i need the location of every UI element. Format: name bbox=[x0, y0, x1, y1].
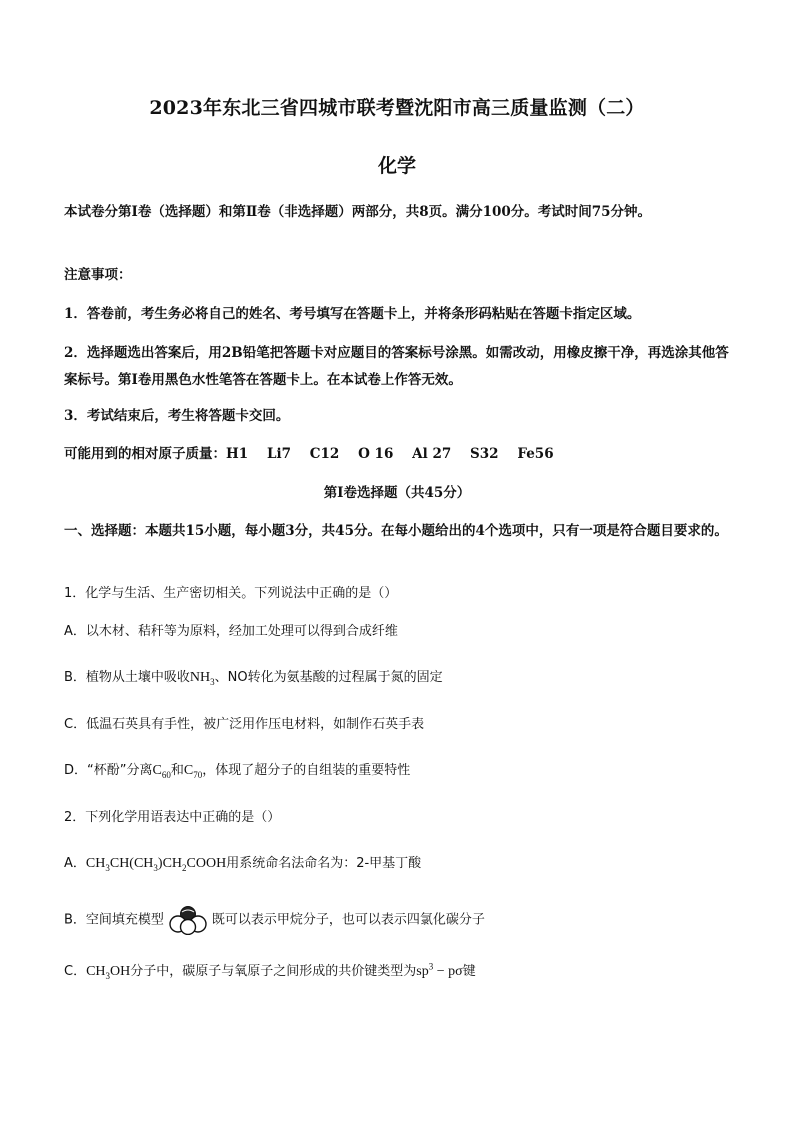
formula-superscript: 3 bbox=[428, 961, 434, 972]
formula-subscript: 3 bbox=[210, 676, 215, 687]
notice-heading: 注意事项： bbox=[64, 267, 132, 283]
formula-subscript: 2 bbox=[182, 862, 187, 873]
question-1-stem: 1．化学与生活、生产密切相关。下列说法中正确的是（） bbox=[64, 586, 398, 601]
formula-text: OH bbox=[110, 964, 131, 979]
option-d-suffix: ，体现了超分子的自组装的重要特性 bbox=[202, 763, 411, 778]
question-2-option-b bbox=[64, 905, 485, 935]
formula-text: C bbox=[152, 763, 162, 778]
formula-subscript: 60 bbox=[161, 769, 171, 780]
question-2-stem: 2．下列化学用语表达中正确的是（） bbox=[64, 810, 281, 825]
option-a-suffix: 用系统命名法命名为：2-甲基丁酸 bbox=[226, 856, 422, 871]
formula-subscript: 3 bbox=[153, 862, 158, 873]
formula-text: CH bbox=[85, 856, 106, 871]
subject-title: 化学 bbox=[377, 155, 416, 177]
formula-text: CH(CH bbox=[109, 856, 154, 871]
formula-methanol bbox=[86, 964, 130, 979]
formula-text: CH bbox=[86, 964, 106, 979]
option-b-prefix: B．空间填充模型 bbox=[64, 912, 164, 928]
option-b-suffix: 既可以表示甲烷分子，也可以表示四氯化碳分子 bbox=[211, 912, 485, 928]
formula-subscript: 70 bbox=[193, 769, 203, 780]
exam-title: 2023年东北三省四城市联考暨沈阳市高三质量监测（二） bbox=[149, 97, 645, 119]
question-1-option-c: C．低温石英具有手性，被广泛用作压电材料，如制作石英手表 bbox=[64, 717, 425, 732]
intro-text: 本试卷分第Ⅰ卷（选择题）和第Ⅱ卷（非选择题）两部分，共8页。满分100分。考试时间75分钟。 bbox=[64, 204, 652, 220]
section-title: 第Ⅰ卷选择题（共45分） bbox=[323, 485, 471, 501]
formula-c60 bbox=[152, 763, 170, 778]
notice-item-1: 1．答卷前，考生务必将自己的姓名、考号填写在答题卡上，并将条形码粘贴在答题卡指定区域。 bbox=[64, 306, 641, 322]
formula-text: − pσ bbox=[433, 964, 463, 979]
question-1-option-b bbox=[64, 666, 443, 687]
formula-subscript: 3 bbox=[105, 970, 111, 981]
question-2-option-c bbox=[64, 960, 476, 981]
formula-text: sp bbox=[416, 964, 429, 979]
formula-text: )CH bbox=[157, 856, 183, 871]
section-instructions: 一、选择题：本题共15小题，每小题3分，共45分。在每小题给出的4个选项中，只有一项是符合题目要求的。 bbox=[64, 523, 728, 539]
question-2-option-a bbox=[64, 852, 421, 873]
notice-item-2: 2．选择题选出答案后，用2B铅笔把答题卡对应题目的答案标号涂黑。如需改动，用橡皮擦干净，再选涂其他答案标号。第Ⅰ卷用黑色水性笔答在答题卡上。在本试卷上作答无效。 bbox=[64, 345, 729, 388]
formula-c70 bbox=[184, 763, 202, 778]
atomic-masses: 可能用到的相对原子质量：H1 Li7 C12 O 16 Al 27 S32 Fe56 bbox=[64, 446, 554, 462]
formula-2-methylbutanoic-acid bbox=[86, 856, 226, 871]
question-1-option-a: A．以木材、秸秆等为原料，经加工处理可以得到合成纤维 bbox=[64, 624, 398, 639]
space-filling-model-icon bbox=[168, 905, 208, 935]
question-1-option-d bbox=[64, 759, 410, 780]
option-a-prefix: A． bbox=[64, 856, 86, 871]
bond-type bbox=[416, 961, 463, 979]
formula-nh3 bbox=[190, 670, 215, 685]
option-c-suffix: 键 bbox=[462, 964, 476, 979]
option-c-mid: 分子中，碳原子与氧原子之间形成的共价键类型为 bbox=[130, 964, 417, 979]
option-d-mid: 和 bbox=[170, 763, 184, 778]
formula-subscript: 3 bbox=[105, 862, 110, 873]
option-c-prefix: C． bbox=[64, 964, 87, 979]
formula-text: NH bbox=[189, 670, 211, 685]
formula-text: C bbox=[183, 763, 194, 778]
option-d-prefix: D．“杯酚”分离 bbox=[64, 763, 153, 778]
option-b-prefix: B．植物从土壤中吸收 bbox=[64, 670, 190, 685]
option-b-suffix: 、NO转化为氨基酸的过程属于氮的固定 bbox=[214, 670, 443, 685]
notice-item-3: 3．考试结束后，考生将答题卡交回。 bbox=[64, 408, 290, 424]
formula-text: COOH bbox=[186, 856, 227, 871]
